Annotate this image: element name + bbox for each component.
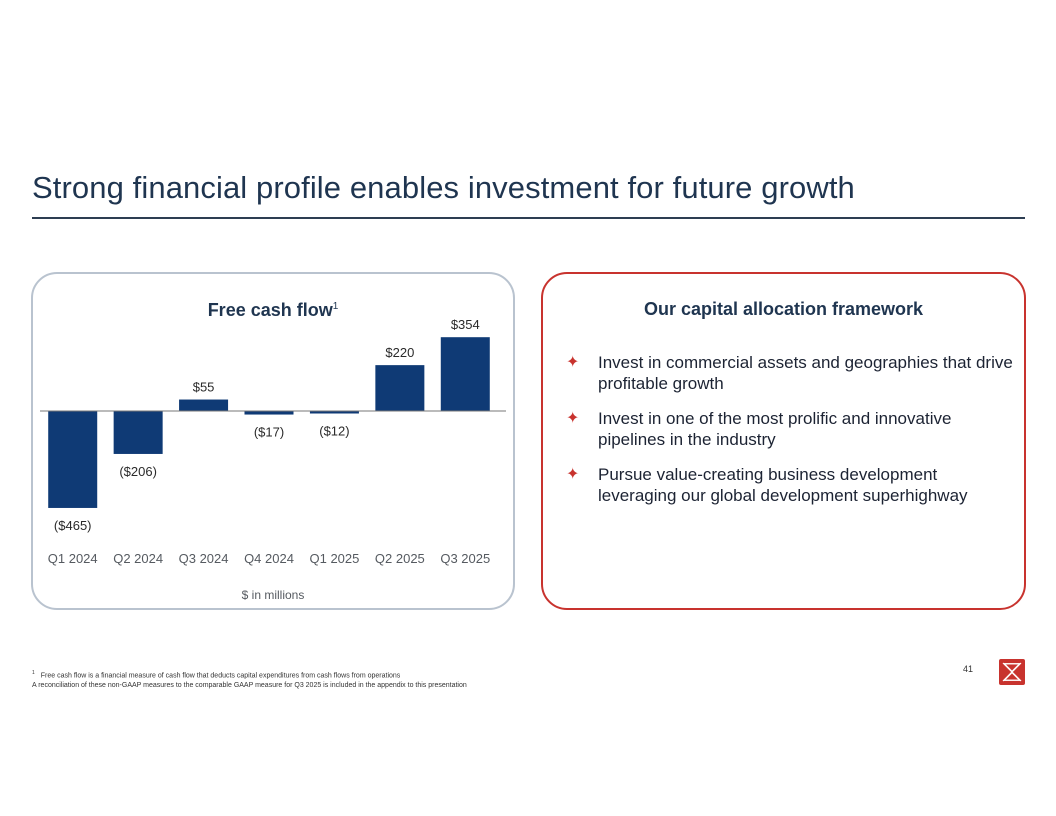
- footnote-line-2: A reconciliation of these non-GAAP measures to the comparable GAAP measure for Q3 2025 is included in the appendix to this presentation: [32, 682, 467, 690]
- bar-q3-2025: [441, 337, 490, 411]
- framework-item: [566, 352, 1016, 394]
- footnotes: [32, 668, 467, 691]
- bar-q1-2024: [48, 411, 97, 508]
- title-divider: [32, 217, 1025, 219]
- brand-logo-icon: [999, 659, 1025, 685]
- x-tick-label: Q1 2025: [309, 551, 360, 566]
- page-number: 41: [963, 664, 974, 674]
- four-point-star-icon: ✦: [566, 410, 580, 427]
- four-point-star-icon: ✦: [566, 466, 580, 483]
- x-tick-label: Q2 2025: [374, 551, 425, 566]
- data-label: $220: [385, 345, 415, 361]
- chart-title-text: Free cash flow: [207, 300, 333, 320]
- data-label: $354: [450, 317, 480, 333]
- footnote-text-1: Free cash flow is a financial measure of cash flow that deducts capital expenditures from cash flows from operations: [40, 672, 401, 680]
- slide-title: Strong financial profile enables investment for future growth: [32, 170, 855, 205]
- free-cash-flow-chart: [31, 272, 515, 610]
- data-label: ($12): [319, 423, 350, 439]
- x-tick-group: [48, 551, 490, 566]
- framework-item-text: Invest in one of the most prolific and innovative pipelines in the industry: [598, 409, 952, 449]
- x-tick-label: Q2 2024: [113, 551, 164, 566]
- framework-title: Our capital allocation framework: [643, 299, 924, 319]
- x-tick-label: Q4 2024: [244, 551, 294, 566]
- four-point-star-icon: ✦: [566, 354, 580, 371]
- data-label: $55: [192, 379, 215, 395]
- bar-q3-2024: [179, 400, 228, 411]
- data-label: ($206): [119, 463, 157, 479]
- framework-item-text: Pursue value-creating business development leveraging our global development superhighway: [598, 465, 968, 505]
- framework-item: [566, 464, 1016, 506]
- chart-title-footnote-mark: 1: [332, 301, 339, 312]
- x-tick-label: Q3 2025: [440, 551, 491, 566]
- bar-q2-2025: [375, 365, 424, 411]
- footnote-line-1: [32, 668, 467, 681]
- x-tick-label: Q3 2024: [178, 551, 229, 566]
- unit-label: $ in millions: [241, 588, 305, 602]
- footnote-mark: 1: [32, 670, 35, 676]
- framework-item-text: Invest in commercial assets and geographies that drive profitable growth: [598, 353, 1013, 393]
- data-label: ($17): [253, 424, 285, 440]
- framework-item: [566, 408, 1016, 450]
- bar-group: [48, 337, 490, 508]
- bar-q2-2024: [114, 411, 163, 454]
- framework-list: [566, 352, 1016, 520]
- x-tick-label: Q1 2024: [47, 551, 98, 566]
- bar-q4-2024: [245, 411, 294, 415]
- data-label: ($465): [53, 517, 92, 533]
